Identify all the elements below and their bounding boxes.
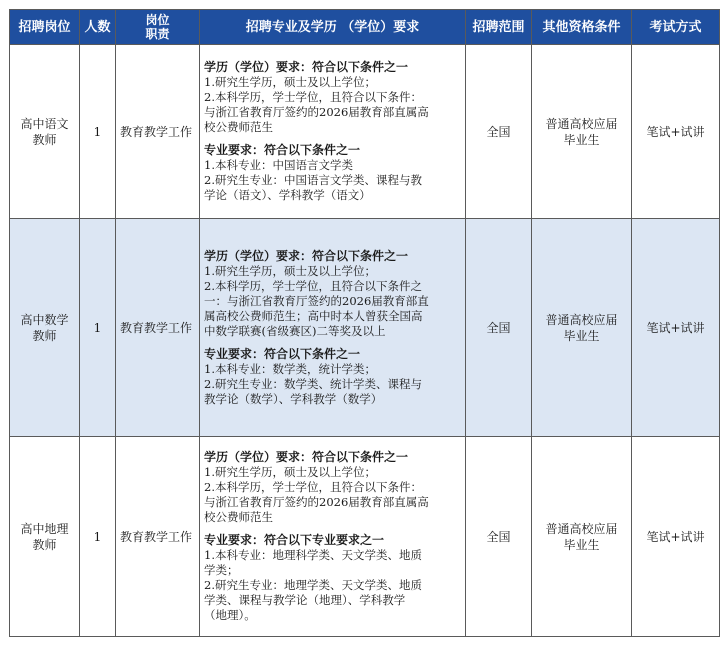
header-count: 人数 <box>80 10 116 45</box>
edu-line: 校公费师范生 <box>204 510 273 524</box>
row-scope: 全国 <box>466 219 532 437</box>
row-position <box>10 45 80 219</box>
edu-line: 一：与浙江省教育厅签约的2026届教育部直 <box>204 293 429 308</box>
major-line: 2.研究生专业：中国语言文学类、课程与教 <box>204 173 422 187</box>
row-position <box>10 437 80 637</box>
other-text: 普通高校应届毕业生 <box>545 521 618 552</box>
header-other: 其他资格条件 <box>532 10 632 45</box>
row-exam: 笔试+试讲 <box>632 437 720 637</box>
position-text: 高中地理教师 <box>20 521 69 552</box>
row-count: 1 <box>80 45 116 219</box>
edu-line: 中数学联赛(省级赛区)二等奖及以上 <box>204 323 386 338</box>
edu-requirement-title: 学历（学位）要求：符合以下条件之一 <box>204 60 409 74</box>
edu-line: 1.研究生学历，硕士及以上学位； <box>204 75 376 89</box>
position-text: 高中数学教师 <box>20 312 69 343</box>
row-exam: 笔试+试讲 <box>632 219 720 437</box>
table-header-row <box>10 10 720 45</box>
row-position <box>10 219 80 437</box>
table-row-geography-teacher <box>10 437 720 637</box>
header-duty-line1: 岗位 <box>145 13 170 27</box>
row-duty: 教育教学工作 <box>116 45 200 219</box>
major-line: 教学论（数学）、学科教学（数学） <box>204 391 383 406</box>
major-line: 1.本科专业：地理科学类、天文学类、地质 <box>204 548 422 562</box>
spacer <box>204 135 461 143</box>
header-duty-line2: 职责 <box>145 27 170 41</box>
major-line: 1.本科专业：中国语言文学类 <box>204 158 353 172</box>
edu-line: 1.研究生学历，硕士及以上学位； <box>204 263 376 278</box>
row-duty: 教育教学工作 <box>116 437 200 637</box>
row-duty: 教育教学工作 <box>116 219 200 437</box>
recruitment-table-container <box>9 9 719 637</box>
major-line: 学论（语文）、学科教学（语文） <box>204 188 371 202</box>
header-scope: 招聘范围 <box>466 10 532 45</box>
edu-line: 属高校公费师范生；高中时本人曾获全国高 <box>204 308 423 323</box>
row-requirements <box>200 45 466 219</box>
edu-line: 2.本科学历，学士学位，且符合以下条件之 <box>204 278 422 293</box>
other-text: 普通高校应届毕业生 <box>545 116 618 147</box>
row-scope: 全国 <box>466 45 532 219</box>
header-major: 招聘专业及学历 （学位）要求 <box>200 10 466 45</box>
edu-line: 2.本科学历，学士学位，且符合以下条件： <box>204 90 422 104</box>
spacer <box>204 339 461 347</box>
row-count: 1 <box>80 219 116 437</box>
edu-line: 校公费师范生 <box>204 120 273 134</box>
row-other <box>532 219 632 437</box>
header-duty <box>116 10 200 45</box>
row-scope: 全国 <box>466 437 532 637</box>
row-requirements <box>200 437 466 637</box>
major-requirement-title: 专业要求：符合以下条件之一 <box>204 346 361 361</box>
table-row-chinese-teacher <box>10 45 720 219</box>
row-other <box>532 45 632 219</box>
edu-line: 与浙江省教育厅签约的2026届教育部直属高 <box>204 105 429 119</box>
row-exam: 笔试+试讲 <box>632 45 720 219</box>
major-line: 学类； <box>204 563 239 577</box>
edu-line: 1.研究生学历，硕士及以上学位； <box>204 465 376 479</box>
recruitment-table <box>9 9 720 637</box>
row-other <box>532 437 632 637</box>
major-line: 2.研究生专业：地理学类、天文学类、地质 <box>204 578 422 592</box>
major-requirement-title: 专业要求：符合以下条件之一 <box>204 143 361 157</box>
major-line: 2.研究生专业：数学类、统计学类、课程与 <box>204 376 422 391</box>
other-text: 普通高校应届毕业生 <box>545 312 618 343</box>
row-requirements <box>200 219 466 437</box>
edu-requirement-title: 学历（学位）要求：符合以下条件之一 <box>204 248 409 263</box>
table-row-math-teacher <box>10 219 720 437</box>
edu-requirement-title: 学历（学位）要求：符合以下条件之一 <box>204 450 409 464</box>
edu-line: 与浙江省教育厅签约的2026届教育部直属高 <box>204 495 429 509</box>
row-count: 1 <box>80 437 116 637</box>
header-position: 招聘岗位 <box>10 10 80 45</box>
spacer <box>204 525 461 533</box>
major-line: 学类、课程与教学论（地理）、学科教学 <box>204 593 406 607</box>
major-requirement-title: 专业要求：符合以下专业要求之一 <box>204 533 385 547</box>
major-line: （地理）。 <box>204 608 256 622</box>
edu-line: 2.本科学历，学士学位，且符合以下条件： <box>204 480 422 494</box>
header-exam: 考试方式 <box>632 10 720 45</box>
position-text: 高中语文教师 <box>20 116 69 147</box>
major-line: 1.本科专业：数学类，统计学类； <box>204 361 376 376</box>
